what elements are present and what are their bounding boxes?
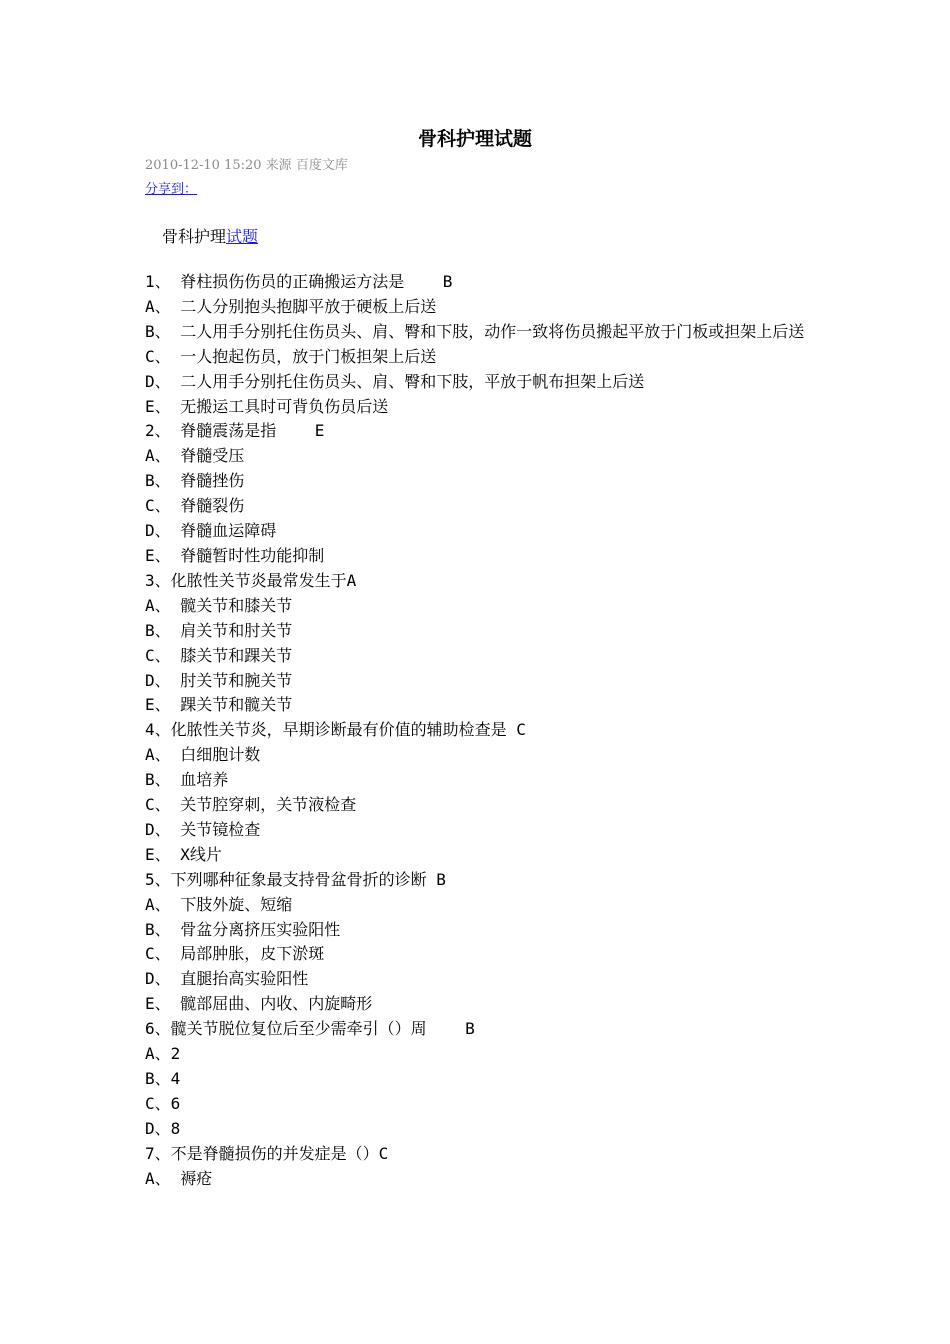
- question-line: C、 局部肿胀，皮下淤斑: [145, 944, 325, 964]
- question-line: B、 骨盆分离挤压实验阳性: [145, 919, 341, 939]
- question-line: D、 二人用手分别托住伤员头、肩、臀和下肢，平放于帆布担架上后送: [145, 371, 645, 391]
- question-line: E、 髋部屈曲、内收、内旋畸形: [145, 994, 373, 1014]
- question-line: 5、下列哪种征象最支持骨盆骨折的诊断 B: [145, 869, 446, 889]
- question-line: C、 关节腔穿刺，关节液检查: [145, 795, 357, 815]
- question-line: 7、不是脊髓损伤的并发症是（）C: [145, 1143, 389, 1163]
- question-line: E、 踝关节和髋关节: [145, 695, 293, 715]
- question-line: B、 肩关节和肘关节: [145, 620, 293, 640]
- question-line: D、8: [145, 1118, 181, 1138]
- question-line: D、 关节镜检查: [145, 819, 261, 839]
- article-meta: 2010-12-10 15:20 来源 百度文库: [145, 158, 348, 173]
- question-line: A、 下肢外旋、短缩: [145, 894, 293, 914]
- question-line: 3、化脓性关节炎最常发生于A: [145, 570, 357, 590]
- question-line: D、 肘关节和腕关节: [145, 670, 293, 690]
- question-line: 4、化脓性关节炎，早期诊断最有价值的辅助检查是 C: [145, 720, 526, 740]
- question-line: C、 膝关节和踝关节: [145, 645, 293, 665]
- question-line: 2、 脊髓震荡是指 E: [145, 421, 325, 441]
- question-line: B、 血培养: [145, 770, 229, 790]
- article-subtitle: [162, 224, 258, 247]
- question-line: A、 二人分别抱头抱脚平放于硬板上后送: [145, 296, 437, 316]
- question-line: B、 脊髓挫伤: [145, 471, 245, 491]
- subtitle-text: 骨科护理: [162, 227, 227, 246]
- question-line: A、 白细胞计数: [145, 745, 261, 765]
- question-line: D、 直腿抬高实验阳性: [145, 969, 309, 989]
- share-link[interactable]: 分享到：: [145, 182, 198, 197]
- question-line: A、 脊髓受压: [145, 446, 245, 466]
- question-line: B、4: [145, 1069, 181, 1088]
- question-line: C、 一人抱起伤员，放于门板担架上后送: [145, 346, 437, 366]
- subtitle-link[interactable]: 试题: [226, 227, 259, 246]
- question-line: E、 脊髓暂时性功能抑制: [145, 545, 325, 565]
- page-title: 骨科护理试题: [417, 128, 532, 150]
- question-line: C、 脊髓裂伤: [145, 496, 245, 516]
- question-line: B、 二人用手分别托住伤员头、肩、臀和下肢，动作一致将伤员搬起平放于门板或担架上后送: [145, 321, 805, 341]
- question-line: E、 X线片: [145, 844, 222, 864]
- question-line: A、 褥疮: [145, 1168, 213, 1188]
- question-line: A、 髋关节和膝关节: [145, 595, 293, 615]
- question-list: [145, 270, 825, 1192]
- question-line: 6、髋关节脱位复位后至少需牵引（）周 B: [145, 1019, 475, 1039]
- question-line: A、2: [145, 1044, 181, 1064]
- question-line: 1、 脊柱损伤伤员的正确搬运方法是 B: [145, 272, 453, 291]
- question-line: D、 脊髓血运障碍: [145, 521, 277, 541]
- question-line: C、6: [145, 1093, 181, 1113]
- question-line: E、 无搬运工具时可背负伤员后送: [145, 396, 389, 416]
